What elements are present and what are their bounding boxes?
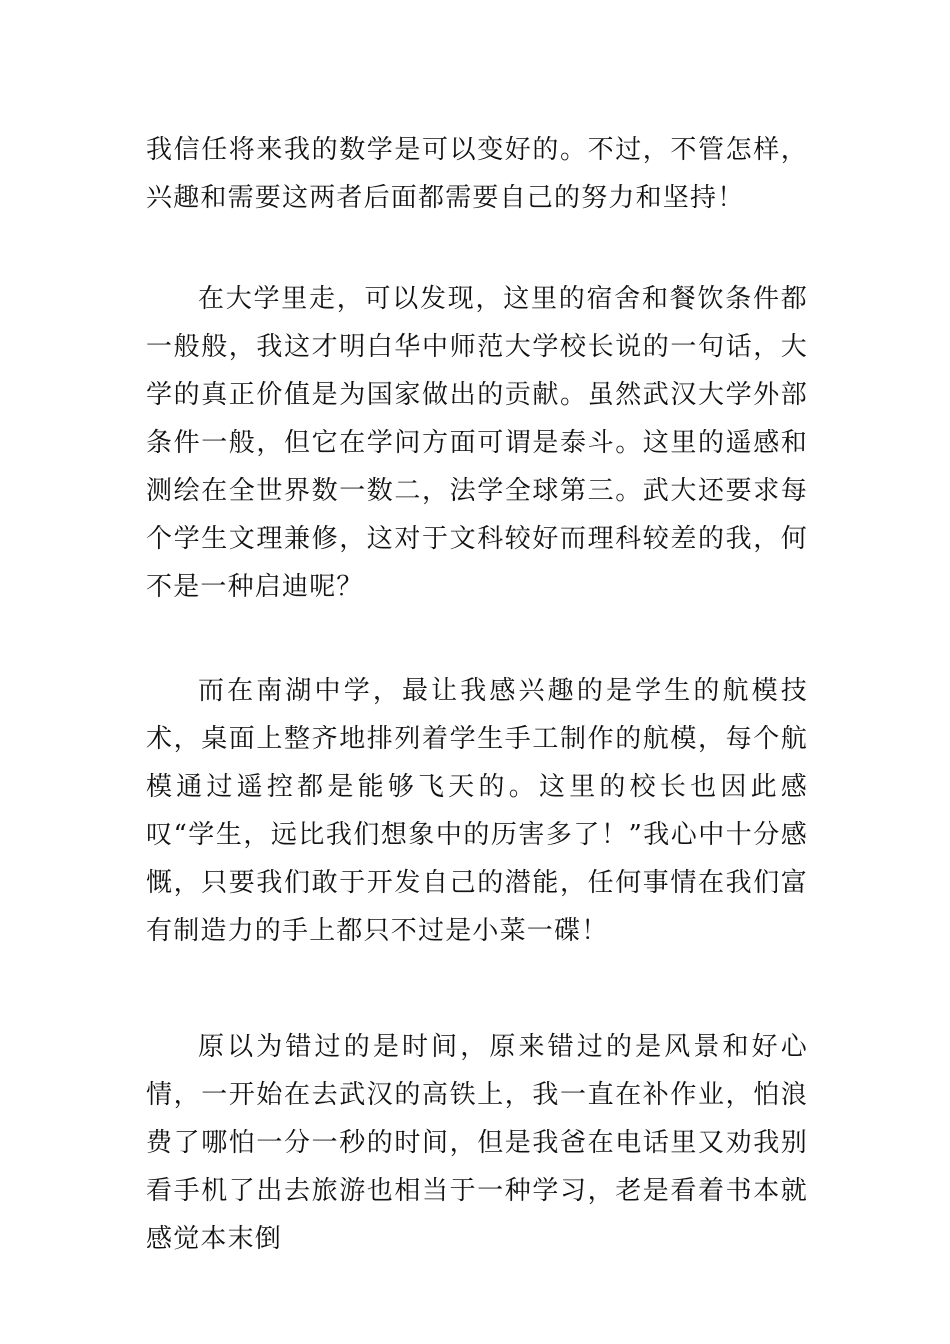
paragraph-3: 而在南湖中学，最让我感兴趣的是学生的航模技术，桌面上整齐地排列着学生手工制作的航模，每个航模通过遥控都是能够飞天的。这里的校长也因此感叹“学生，远比我们想象中的历害多了！”我心中十分感慨，只要我们敢于开发自己的潜能，任何事情在我们富有制造力的手上都只不过是小菜一碟！: [146, 676, 808, 946]
paragraph-4: 原以为错过的是时间，原来错过的是风景和好心情，一开始在去武汉的高铁上，我一直在补作业，怕浪费了哪怕一分一秒的时间，但是我爸在电话里又劝我别看手机了出去旅游也相当于一种学习，老是看着书本就感觉本末倒: [146, 1032, 808, 1254]
paragraph-2: 在大学里走，可以发现，这里的宿舍和餐饮条件都一般般，我这才明白华中师范大学校长说的一句话，大学的真正价值是为国家做出的贡献。虽然武汉大学外部条件一般，但它在学问方面可谓是泰斗。这里的遥感和测绘在全世界数一数二，法学全球第三。武大还要求每个学生文理兼修，这对于文科较好而理科较差的我，何不是一种启迪呢？: [146, 284, 808, 602]
paragraph-1: 我信任将来我的数学是可以变好的。不过，不管怎样，兴趣和需要这两者后面都需要自己的努力和坚持！: [146, 135, 808, 213]
